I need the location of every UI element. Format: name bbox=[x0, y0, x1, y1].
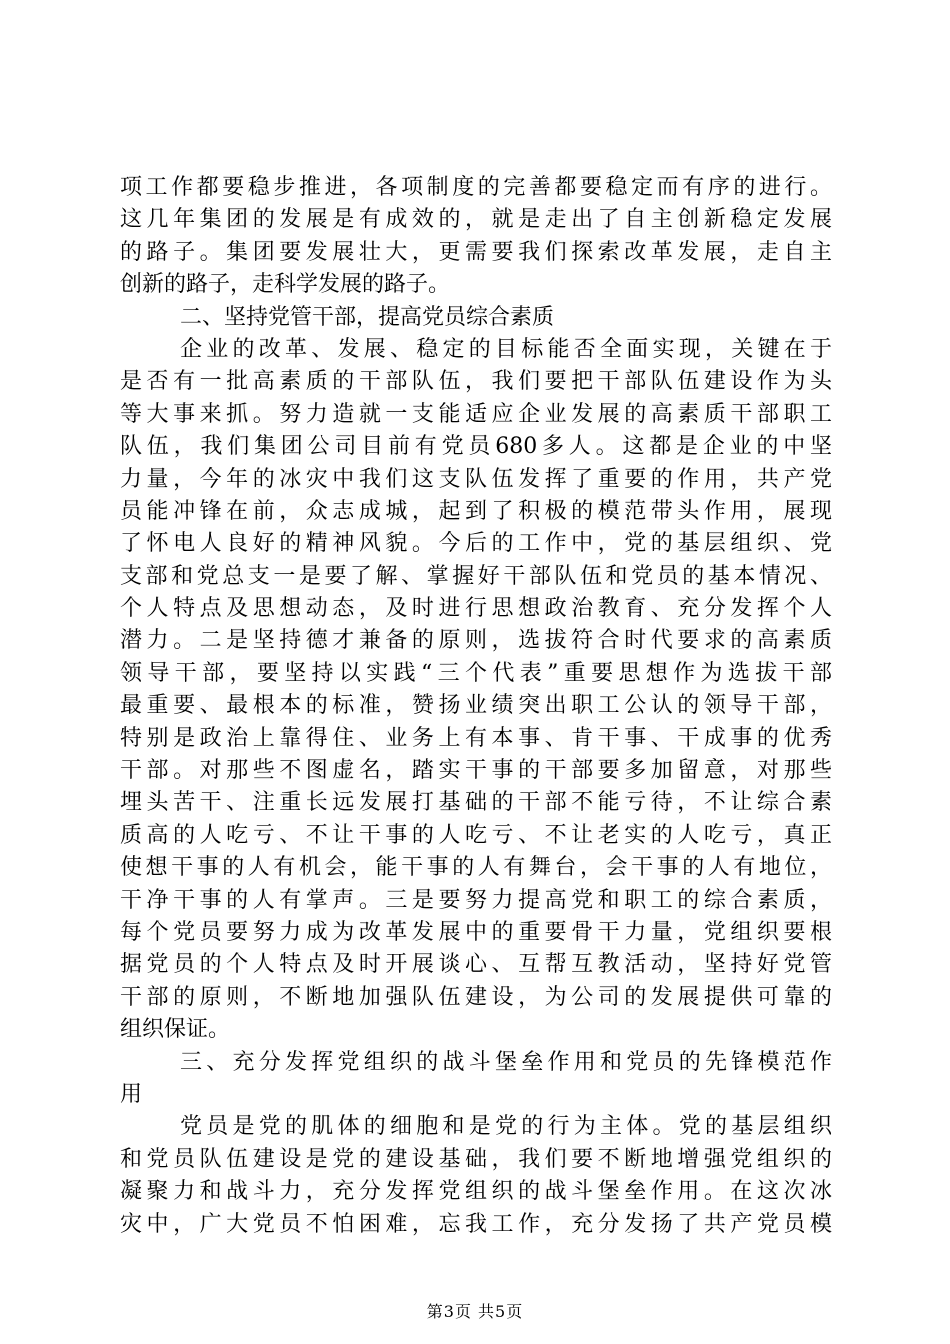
text-line: 据党员的个人特点及时开展谈心、互帮互教活动，坚持好党管 bbox=[120, 952, 832, 978]
text-line: 等大事来抓。努力造就一支能适应企业发展的高素质干部职工 bbox=[120, 401, 832, 427]
text-line: 潜力。二是坚持德才兼备的原则，选拔符合时代要求的高素质 bbox=[120, 628, 832, 654]
text-line: 了怀电人良好的精神风貌。今后的工作中，党的基层组织、党 bbox=[120, 531, 832, 557]
page-number-footer: 第3页 共5页 bbox=[426, 1302, 524, 1321]
text-line: 这几年集团的发展是有成效的，就是走出了自主创新稳定发展 bbox=[120, 207, 832, 233]
section-heading: 三、充分发挥党组织的战斗堡垒作用和党员的先锋模范作 bbox=[180, 1049, 832, 1075]
text-line: 是否有一批高素质的干部队伍，我们要把干部队伍建设作为头 bbox=[120, 369, 832, 395]
text-line: 支部和党总支一是要了解、掌握好干部队伍和党员的基本情况、 bbox=[120, 563, 832, 589]
text-line: 个人特点及思想动态，及时进行思想政治教育、充分发挥个人 bbox=[120, 596, 832, 622]
text-line: 项工作都要稳步推进，各项制度的完善都要稳定而有序的进行。 bbox=[120, 175, 832, 200]
text-line: 使想干事的人有机会，能干事的人有舞台，会干事的人有地位， bbox=[120, 855, 832, 881]
text-line: 干部。对那些不图虚名，踏实干事的干部要多加留意，对那些 bbox=[120, 758, 832, 784]
text-line: 组织保证。 bbox=[120, 1017, 231, 1043]
text-line: 员能冲锋在前，众志成城，起到了积极的模范带头作用，展现 bbox=[120, 498, 832, 524]
text-line: 凝聚力和战斗力，充分发挥党组织的战斗堡垒作用。在这次冰 bbox=[120, 1179, 832, 1205]
text-line: 干部的原则，不断地加强队伍建设，为公司的发展提供可靠的 bbox=[120, 984, 832, 1010]
text-line: 灾中，广大党员不怕困难，忘我工作，充分发扬了共产党员模 bbox=[120, 1211, 832, 1237]
document-body bbox=[120, 172, 832, 1241]
text-line: 埋头苦干、注重长远发展打基础的干部不能亏待，不让综合素 bbox=[120, 790, 832, 816]
text-line: 领导干部，要坚持以实践“三个代表”重要思想作为选拔干部 bbox=[120, 660, 832, 686]
text-line: 干净干事的人有掌声。三是要努力提高党和职工的综合素质， bbox=[120, 887, 832, 913]
text-line: 党员是党的肌体的细胞和是党的行为主体。党的基层组织 bbox=[180, 1114, 832, 1140]
text-line: 最重要、最根本的标准，赞扬业绩突出职工公认的领导干部， bbox=[120, 693, 832, 719]
text-line: 力量，今年的冰灾中我们这支队伍发挥了重要的作用，共产党 bbox=[120, 466, 832, 492]
text-line: 质高的人吃亏、不让干事的人吃亏、不让老实的人吃亏，真正 bbox=[120, 822, 832, 848]
text-line: 队伍，我们集团公司目前有党员680多人。这都是企业的中坚 bbox=[120, 434, 832, 460]
section-heading-continued: 用 bbox=[120, 1081, 143, 1107]
section-heading: 二、坚持党管干部，提高党员综合素质 bbox=[180, 304, 555, 330]
text-line: 创新的路子，走科学发展的路子。 bbox=[120, 272, 451, 298]
text-line: 企业的改革、发展、稳定的目标能否全面实现，关键在于 bbox=[180, 336, 832, 362]
text-line: 特别是政治上靠得住、业务上有本事、肯干事、干成事的优秀 bbox=[120, 725, 832, 751]
text-line: 每个党员要努力成为改革发展中的重要骨干力量，党组织要根 bbox=[120, 919, 832, 945]
text-line: 和党员队伍建设是党的建设基础，我们要不断地增强党组织的 bbox=[120, 1146, 832, 1172]
text-line: 的路子。集团要发展壮大，更需要我们探索改革发展，走自主 bbox=[120, 239, 832, 265]
